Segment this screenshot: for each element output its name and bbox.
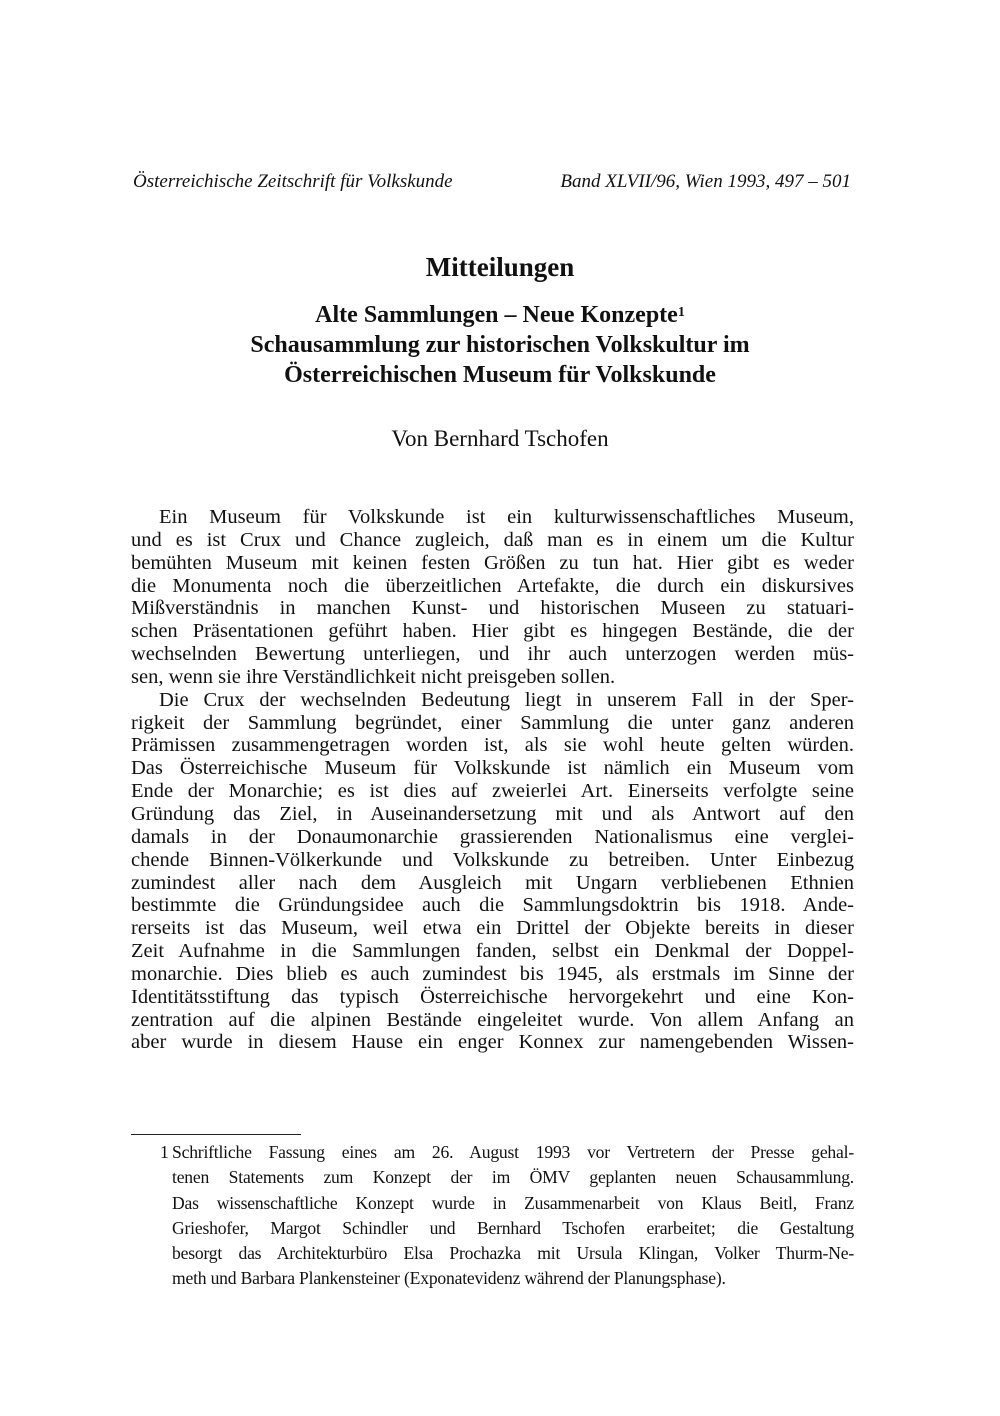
footnote-line: Schriftliche Fassung eines am 26. August 1993 vor Vertretern der Presse gehal- [172, 1142, 854, 1162]
author-byline: Von Bernhard Tschofen [391, 426, 609, 451]
title-line-1: Alte Sammlungen – Neue Konzepte [315, 302, 678, 328]
body-line: Ende der Monarchie; es ist dies auf zweierlei Art. Einerseits verfolgte seine [131, 780, 854, 803]
title-line-2: Schausammlung zur historischen Volkskultur im [250, 332, 750, 358]
body-line: rigkeit der Sammlung begründet, einer Sammlung die unter ganz anderen [131, 711, 854, 734]
body-line: rerseits ist das Museum, weil etwa ein Drittel der Objekte bereits in dieser [131, 917, 854, 940]
body-line: zumindest aller nach dem Ausgleich mit Ungarn verbliebenen Ethnien [131, 871, 854, 894]
footnote-ref: 1 [677, 305, 685, 320]
footnote-line: Grieshofer, Margot Schindler und Bernhard Tschofen erarbeitet; die Gestaltung [172, 1217, 854, 1238]
body-line: damals in der Donaumonarchie grassierenden Nationalismus eine verglei- [131, 825, 854, 848]
body-line: und es ist Crux und Chance zugleich, daß man es in einem um die Kultur [131, 528, 854, 551]
body-line: chende Binnen-Völkerkunde und Volkskunde zu betreiben. Unter Einbezug [131, 848, 854, 871]
body-line: aber wurde in diesem Hause ein enger Konnex zur namengebenden Wissen- [131, 1031, 854, 1054]
footnote-line: besorgt das Architekturbüro Elsa Prochazka mit Ursula Klingan, Volker Thurm-Ne- [172, 1243, 854, 1264]
body-line: Das Österreichische Museum für Volkskunde ist nämlich ein Museum vom [131, 757, 854, 780]
body-line: wechselnden Bewertung unterliegen, und ihr auch unterzogen werden müs- [131, 643, 854, 666]
title-line-3: Österreichischen Museum für Volkskunde [284, 362, 716, 388]
footnote [160, 1140, 854, 1292]
footnote-rule [131, 1134, 301, 1135]
body-line: Prämissen zusammengetragen worden ist, als sie wohl heute gelten würden. [131, 734, 854, 757]
body-line: Die Crux der wechselnden Bedeutung liegt in unserem Fall in der Sper- [159, 688, 854, 711]
body-text [131, 506, 854, 1054]
body-line: Gründung das Ziel, in Auseinandersetzung mit und als Antwort auf den [131, 802, 854, 825]
body-line: Mißverständnis in manchen Kunst- und historischen Museen zu statuari- [131, 597, 854, 620]
body-line: Identitätsstiftung das typisch Österreichische hervorgekehrt und eine Kon- [131, 985, 854, 1008]
running-header [133, 171, 851, 193]
body-line: monarchie. Dies blieb es auch zumindest bis 1945, als erstmals im Sinne der [131, 962, 854, 985]
footnote-number: 1 [160, 1142, 169, 1162]
article-title [0, 300, 1000, 390]
volume-info: Band XLVII/96, Wien 1993, 497 – 501 [560, 171, 851, 192]
body-line: bestimmte die Gründungsidee auch die Sammlungsdoktrin bis 1918. Ande- [131, 894, 854, 917]
body-line: sen, wenn sie ihre Verständlichkeit nicht preisgeben sollen. [131, 665, 616, 688]
body-line: schen Präsentationen geführt haben. Hier gibt es hingegen Bestände, die der [131, 620, 854, 643]
footnote-line: tenen Statements zum Konzept der im ÖMV geplanten neuen Schausammlung. [172, 1167, 854, 1188]
journal-title: Österreichische Zeitschrift für Volkskunde [133, 171, 453, 192]
body-line: Zeit Aufnahme in die Sammlungen fanden, selbst ein Denkmal der Doppel- [131, 940, 854, 963]
body-line: bemühten Museum mit keinen festen Größen zu tun hat. Hier gibt es weder [131, 551, 854, 574]
section-heading: Mitteilungen [425, 252, 575, 282]
body-line: die Monumenta noch die überzeitlichen Artefakte, die durch ein diskursives [131, 574, 854, 597]
footnote-line: meth und Barbara Plankensteiner (Exponatevidenz während der Planungsphase). [172, 1268, 726, 1289]
footnote-line: Das wissenschaftliche Konzept wurde in Zusammenarbeit von Klaus Beitl, Franz [172, 1192, 854, 1213]
body-line: Ein Museum für Volkskunde ist ein kulturwissenschaftliches Museum, [159, 506, 854, 528]
body-line: zentration auf die alpinen Bestände eingeleitet wurde. Von allem Anfang an [131, 1008, 854, 1031]
